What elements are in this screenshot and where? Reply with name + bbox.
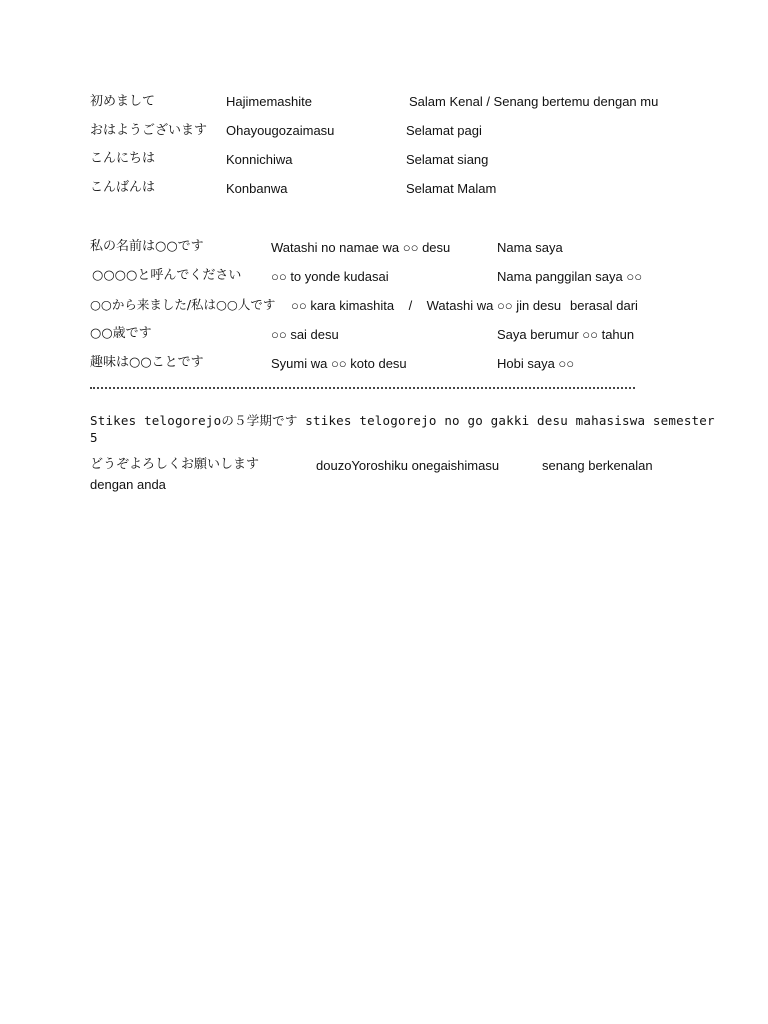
intro-jp-3: ○○から来ました/私は○○人です [90,297,276,312]
intro-romaji-3: ○○ kara kimashita / Watashi wa ○○ jin desu [291,298,562,313]
intro-romaji-2: ○○ to yonde kudasai [271,269,389,284]
greeting-id-2: Selamat pagi [406,123,482,138]
greeting-id-1: Salam Kenal / Senang bertemu dengan mu [409,94,659,109]
intro-romaji-5: Syumi wa ○○ koto desu [271,356,407,371]
intro-id-1: Nama saya [497,240,563,255]
closing-romaji: douzoYoroshiku onegaishimasu [316,458,500,473]
semester-line-continued: 5 [90,430,98,445]
semester-line: Stikes telogorejoの５学期です stikes telogorejo no go gakki desu mahasiswa semester [90,413,715,428]
intro-romaji-1: Watashi no namae wa ○○ desu [271,240,451,255]
greeting-romaji-3: Konnichiwa [226,152,293,167]
intro-id-3: berasal dari [570,298,638,313]
intro-jp-1: 私の名前は○○です [90,239,204,254]
closing-jp: どうぞよろしくお願いします [90,457,260,472]
greeting-id-3: Selamat siang [406,152,489,167]
greeting-romaji-4: Konbanwa [226,181,288,196]
intro-id-4: Saya berumur ○○ tahun [497,327,635,342]
greeting-id-4: Selamat Malam [406,181,497,196]
intro-id-2: Nama panggilan saya ○○ [497,269,643,284]
intro-jp-5: 趣味は○○ことです [90,355,204,370]
greeting-jp-1: 初めまして [90,94,156,109]
greeting-jp-4: こんばんは [90,180,156,195]
intro-jp-4: ○○歳です [90,326,152,341]
closing-id: senang berkenalan [542,458,653,473]
intro-romaji-4: ○○ sai desu [271,327,339,342]
dotted-separator [90,387,635,389]
intro-jp-2: ○○○○と呼んでください [92,268,242,283]
greeting-romaji-2: Ohayougozaimasu [226,123,335,138]
greeting-romaji-1: Hajimemashite [226,94,312,109]
greeting-jp-2: おはようございます [90,123,208,138]
greeting-jp-3: こんにちは [90,151,156,166]
intro-id-5: Hobi saya ○○ [497,356,575,371]
closing-id-continued: dengan anda [90,477,166,492]
